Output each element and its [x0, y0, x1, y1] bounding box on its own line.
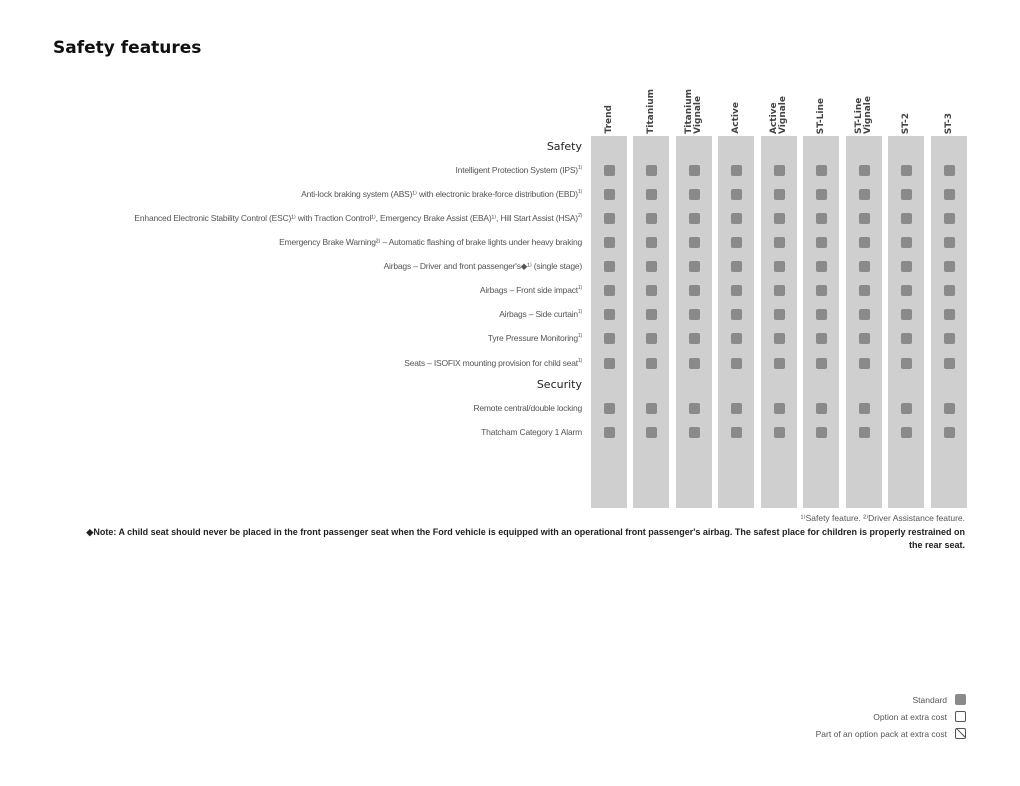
standard-marker-icon: [774, 261, 785, 272]
standard-marker-icon: [604, 309, 615, 320]
standard-marker-icon: [859, 358, 870, 369]
feature-label: [488, 333, 582, 343]
standard-marker-icon: [731, 403, 742, 414]
standard-marker-icon: [944, 309, 955, 320]
column-header-label: ST-Line: [815, 97, 826, 134]
feature-label: [404, 358, 582, 368]
option-swatch-icon: [955, 711, 966, 722]
feature-label: [456, 165, 583, 175]
standard-marker-icon: [901, 309, 912, 320]
standard-marker-icon: [731, 285, 742, 296]
standard-marker-icon: [731, 427, 742, 438]
feature-footnote-ref: 1): [577, 333, 582, 340]
standard-marker-icon: [944, 403, 955, 414]
standard-marker-icon: [859, 261, 870, 272]
standard-marker-icon: [944, 165, 955, 176]
column-header-label: Titanium: [645, 89, 656, 134]
standard-marker-icon: [731, 261, 742, 272]
column-header: [718, 88, 754, 134]
standard-marker-icon: [901, 189, 912, 200]
standard-marker-icon: [774, 333, 785, 344]
feature-label: [134, 213, 582, 224]
standard-marker-icon: [604, 261, 615, 272]
column-header-label: Trend: [603, 105, 614, 134]
standard-marker-icon: [816, 285, 827, 296]
standard-marker-icon: [901, 261, 912, 272]
standard-marker-icon: [774, 403, 785, 414]
standard-marker-icon: [646, 285, 657, 296]
standard-marker-icon: [604, 427, 615, 438]
standard-marker-icon: [604, 403, 615, 414]
feature-label: [279, 237, 582, 248]
standard-marker-icon: [901, 358, 912, 369]
standard-marker-icon: [816, 189, 827, 200]
standard-marker-icon: [816, 261, 827, 272]
feature-label-text: Enhanced Electronic Stability Control (ESC)¹⁾ with Traction Control¹⁾, Emergency Brake Assist (EBA)¹⁾, Hill Start Assist (HSA): [134, 213, 578, 223]
standard-marker-icon: [646, 427, 657, 438]
feature-label-text: Tyre Pressure Monitoring: [487, 333, 578, 343]
standard-marker-icon: [859, 189, 870, 200]
standard-marker-icon: [944, 358, 955, 369]
feature-label-text: Remote central/double locking: [473, 403, 582, 413]
standard-marker-icon: [774, 213, 785, 224]
column-header-label: Active: [730, 102, 741, 134]
standard-marker-icon: [689, 358, 700, 369]
feature-footnote-ref: 1): [577, 358, 582, 365]
legend-standard-label: Standard: [912, 694, 947, 705]
standard-marker-icon: [816, 358, 827, 369]
standard-marker-icon: [604, 189, 615, 200]
standard-marker-icon: [859, 427, 870, 438]
standard-marker-icon: [859, 285, 870, 296]
standard-marker-icon: [731, 237, 742, 248]
standard-marker-icon: [604, 237, 615, 248]
page-title: Safety features: [53, 38, 202, 58]
standard-marker-icon: [689, 333, 700, 344]
standard-marker-icon: [859, 237, 870, 248]
standard-marker-icon: [646, 333, 657, 344]
standard-marker-icon: [689, 189, 700, 200]
standard-marker-icon: [901, 285, 912, 296]
standard-marker-icon: [901, 165, 912, 176]
feature-label-text: Intelligent Protection System (IPS): [455, 165, 578, 175]
standard-marker-icon: [859, 403, 870, 414]
legend-standard: [913, 694, 967, 705]
column-header: [676, 88, 712, 134]
standard-marker-icon: [646, 358, 657, 369]
standard-marker-icon: [646, 165, 657, 176]
standard-marker-icon: [859, 165, 870, 176]
standard-marker-icon: [604, 165, 615, 176]
standard-marker-icon: [774, 237, 785, 248]
feature-footnote-ref: 1): [577, 165, 582, 172]
feature-label: [480, 285, 582, 295]
standard-marker-icon: [774, 358, 785, 369]
standard-marker-icon: [604, 358, 615, 369]
standard-marker-icon: [859, 213, 870, 224]
standard-marker-icon: [944, 261, 955, 272]
standard-marker-icon: [646, 403, 657, 414]
standard-marker-icon: [816, 333, 827, 344]
standard-marker-icon: [901, 403, 912, 414]
legend-option-label: Option at extra cost: [873, 711, 947, 722]
standard-marker-icon: [646, 189, 657, 200]
column-header: [591, 88, 627, 134]
standard-marker-icon: [944, 427, 955, 438]
standard-marker-icon: [816, 427, 827, 438]
feature-label-text: Seats – ISOFIX mounting provision for child seat: [404, 358, 578, 368]
legend-pack-label: Part of an option pack at extra cost: [815, 728, 947, 739]
standard-marker-icon: [646, 309, 657, 320]
column-header-label: ST-2: [900, 112, 911, 134]
column-header: [846, 88, 882, 134]
standard-marker-icon: [731, 213, 742, 224]
column-header: [931, 88, 967, 134]
standard-marker-icon: [944, 285, 955, 296]
feature-label-text: Airbags – Driver and front passenger's◆¹⁾ (single stage): [383, 261, 582, 271]
standard-marker-icon: [859, 333, 870, 344]
standard-marker-icon: [689, 213, 700, 224]
pack-swatch-icon: [955, 728, 966, 739]
standard-marker-icon: [689, 261, 700, 272]
feature-label: [384, 261, 582, 272]
footnote: ¹⁾Safety feature. ²⁾Driver Assistance feature.: [800, 513, 965, 523]
column-header-label: ST-3: [943, 112, 954, 134]
standard-marker-icon: [689, 427, 700, 438]
standard-marker-icon: [731, 333, 742, 344]
feature-label-text: Airbags – Side curtain: [499, 309, 578, 319]
standard-swatch-icon: [955, 694, 966, 705]
feature-label: [473, 403, 582, 413]
standard-marker-icon: [731, 165, 742, 176]
column-header-label: Active Vignale: [769, 95, 788, 134]
column-header: [803, 88, 839, 134]
standard-marker-icon: [646, 237, 657, 248]
standard-marker-icon: [774, 189, 785, 200]
feature-label: [481, 427, 582, 437]
standard-marker-icon: [901, 237, 912, 248]
standard-marker-icon: [816, 309, 827, 320]
feature-footnote-ref: 1): [577, 189, 582, 196]
standard-marker-icon: [816, 165, 827, 176]
child-seat-note: ◆Note: A child seat should never be placed in the front passenger seat when the Ford vehicle is equipped with an operational front passenger's airbag. The safest place for children is properly restrained on the rear seat.: [86, 527, 965, 550]
standard-marker-icon: [604, 213, 615, 224]
feature-label: [499, 309, 582, 319]
standard-marker-icon: [731, 358, 742, 369]
standard-marker-icon: [944, 333, 955, 344]
standard-marker-icon: [901, 427, 912, 438]
feature-label: [301, 189, 582, 200]
feature-footnote-ref: 1): [577, 309, 582, 316]
column-header-label: Titanium Vignale: [684, 89, 703, 134]
standard-marker-icon: [604, 333, 615, 344]
legend-option: [873, 711, 966, 722]
feature-label-text: Anti-lock braking system (ABS)¹⁾ with electronic brake-force distribution (EBD): [301, 189, 578, 199]
standard-marker-icon: [944, 237, 955, 248]
standard-marker-icon: [816, 213, 827, 224]
standard-marker-icon: [604, 285, 615, 296]
column-header: [633, 88, 669, 134]
feature-label-text: Thatcham Category 1 Alarm: [481, 427, 582, 437]
standard-marker-icon: [901, 333, 912, 344]
section-heading-safety: Safety: [546, 140, 582, 153]
standard-marker-icon: [816, 403, 827, 414]
standard-marker-icon: [816, 237, 827, 248]
standard-marker-icon: [944, 213, 955, 224]
standard-marker-icon: [689, 285, 700, 296]
standard-marker-icon: [774, 285, 785, 296]
standard-marker-icon: [859, 309, 870, 320]
feature-label-text: Emergency Brake Warning²⁾ – Automatic flashing of brake lights under heavy braking: [279, 237, 582, 247]
standard-marker-icon: [689, 237, 700, 248]
legend-pack: [816, 728, 966, 739]
standard-marker-icon: [689, 403, 700, 414]
column-header: [888, 88, 924, 134]
feature-label-text: Airbags – Front side impact: [479, 285, 578, 295]
standard-marker-icon: [689, 165, 700, 176]
standard-marker-icon: [689, 309, 700, 320]
column-header: [761, 88, 797, 134]
section-heading-security: Security: [536, 378, 582, 391]
feature-footnote-ref: 2): [577, 213, 582, 220]
standard-marker-icon: [774, 165, 785, 176]
standard-marker-icon: [901, 213, 912, 224]
feature-footnote-ref: 1): [577, 285, 582, 292]
standard-marker-icon: [646, 213, 657, 224]
standard-marker-icon: [731, 189, 742, 200]
column-header-label: ST-Line Vignale: [854, 95, 873, 134]
standard-marker-icon: [646, 261, 657, 272]
standard-marker-icon: [774, 427, 785, 438]
standard-marker-icon: [944, 189, 955, 200]
standard-marker-icon: [731, 309, 742, 320]
standard-marker-icon: [774, 309, 785, 320]
